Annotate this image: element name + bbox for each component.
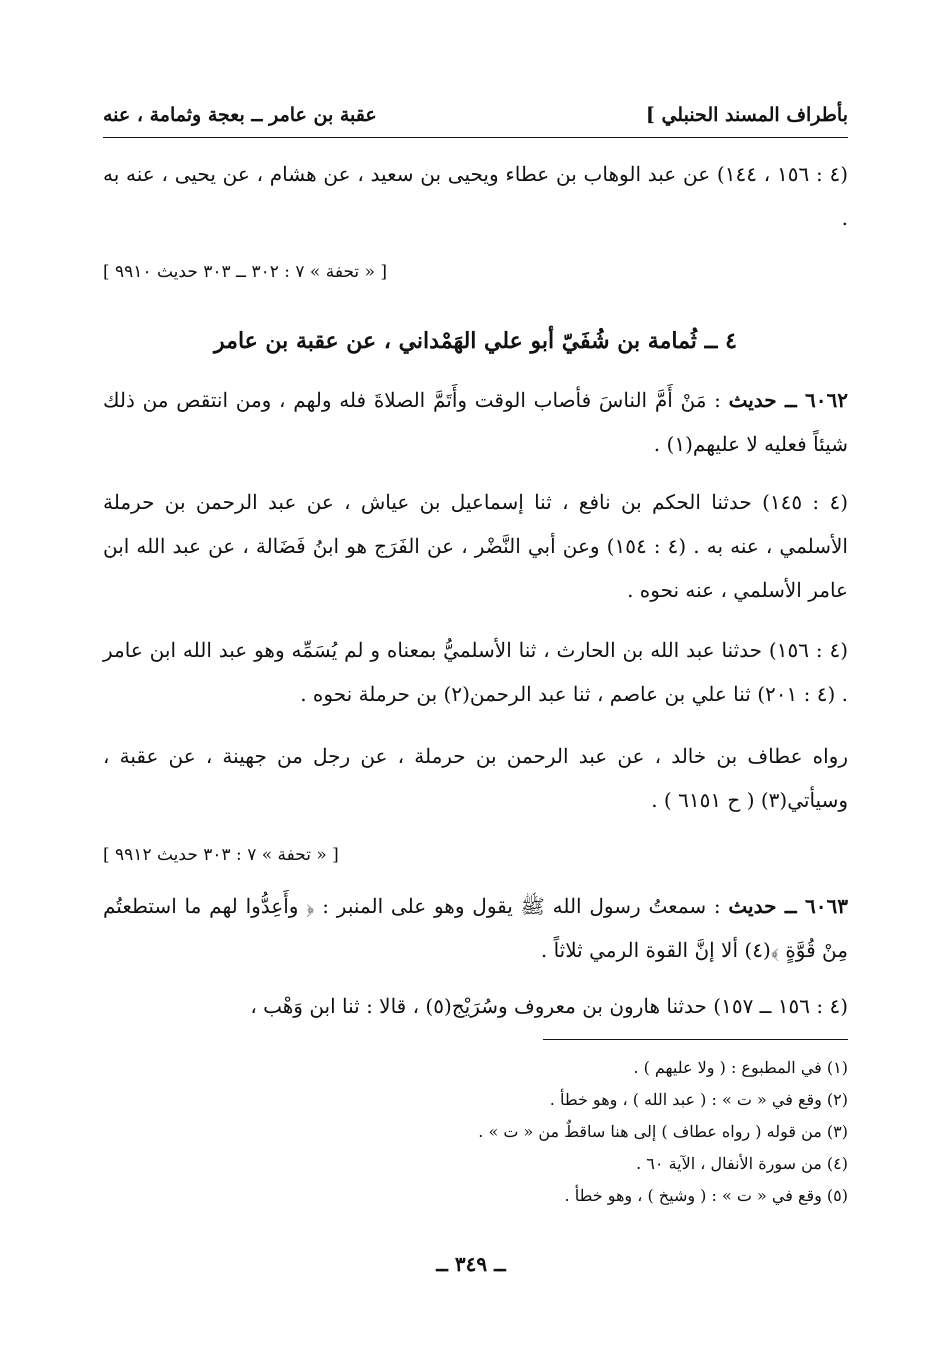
- footnote-4: (٤) من سورة الأنفال ، الآية ٦٠ .: [636, 1154, 848, 1173]
- section-heading: ٤ ــ ثُمامة بن شُفَيّ أبو علي الهَمْداني ، عن عقبة بن عامر: [214, 328, 737, 354]
- footnote-1: (١) في المطبوع : ( ولا عليهم ) .: [633, 1058, 848, 1077]
- tuhfa-citation-2: [ « تحفة » ٧ : ٣٠٣ حديث ٩٩١٢ ]: [103, 845, 339, 865]
- footnote-3: (٣) من قوله ( رواه عطاف ) إلى هنا ساقطٌ من « ت » .: [478, 1122, 848, 1141]
- hadith-number: ٦٠٦٣ ــ حديث: [728, 894, 848, 918]
- paragraph-4: رواه عطاف بن خالد ، عن عبد الرحمن بن حرملة ، عن رجل من جهينة ، عن عقبة ، وسيأتي(٣) ( ح ٦١٥١ ) .: [103, 744, 848, 812]
- page-number: ــ ٣٤٩ ــ: [436, 1252, 506, 1276]
- paragraph-3: (٤ : ١٥٦) حدثنا عبد الله بن الحارث ، ثنا الأسلميُّ بمعناه و لم يُسَمِّه وهو عبد الله ابن عامر . (٤ : ٢٠١) ثنا علي بن عاصم ، ثنا عبد الرحمن(٢) بن حرملة نحوه .: [103, 638, 848, 706]
- hadith-number: ٦٠٦٢ ــ حديث: [728, 388, 848, 412]
- hadith-text: : مَنْ أَمَّ الناسَ فأصاب الوقت وأَتَمَّ الصلاةَ فله ولهم ، ومن انتقص من ذلك شيئاً فعليه لا عليهم(١) .: [103, 388, 848, 456]
- footnote-rule: [543, 1039, 848, 1040]
- hadith-text: : سمعتُ رسول الله ﷺ يقول وهو على المنبر : ﴿ وأَعِدُّوا لهم ما استطعتُم مِنْ قُوَّةٍ ﴾(٤) ألا إنَّ القوة الرمي ثلاثاً .: [103, 894, 848, 962]
- running-header: [103, 100, 848, 134]
- header-rule: [103, 137, 848, 138]
- paragraph-5: (٤ : ١٥٦ ــ ١٥٧) حدثنا هارون بن معروف وسُرَيْج(٥) ، قالا : ثنا ابن وَهْب ،: [250, 994, 848, 1018]
- paragraph-1: (٤ : ١٥٦ ، ١٤٤) عن عبد الوهاب بن عطاء ويحيى بن سعيد ، عن هشام ، عن يحيى ، عنه به .: [103, 162, 849, 230]
- footnotes: [103, 1052, 848, 1212]
- paragraph-2: (٤ : ١٤٥) حدثنا الحكم بن نافع ، ثنا إسماعيل بن عياش ، عن عبد الرحمن بن حرملة الأسلمي ، عنه به . (٤ : ١٥٤) وعن أبي النَّضْر ، عن الفَرَج هو ابنُ فَضَالة ، عن عبد الله ابن عامر الأسلمي ، عنه نحوه .: [103, 490, 848, 602]
- footnote-2: (٢) وقع في « ت » : ( عبد الله ) ، وهو خطأ .: [549, 1090, 848, 1109]
- tuhfa-citation-1: [ « تحفة » ٧ : ٣٠٢ ــ ٣٠٣ حديث ٩٩١٠ ]: [103, 262, 387, 282]
- hadith-6063: [103, 884, 848, 972]
- header-chapter-title: عقبة بن عامر ــ بعجة وثمامة ، عنه: [103, 104, 377, 126]
- header-book-title: بأطراف المسند الحنبلي ]: [645, 104, 848, 126]
- footnote-5: (٥) وقع في « ت » : ( وشيخ ) ، وهو خطأ .: [564, 1186, 848, 1205]
- hadith-6062: [103, 378, 848, 466]
